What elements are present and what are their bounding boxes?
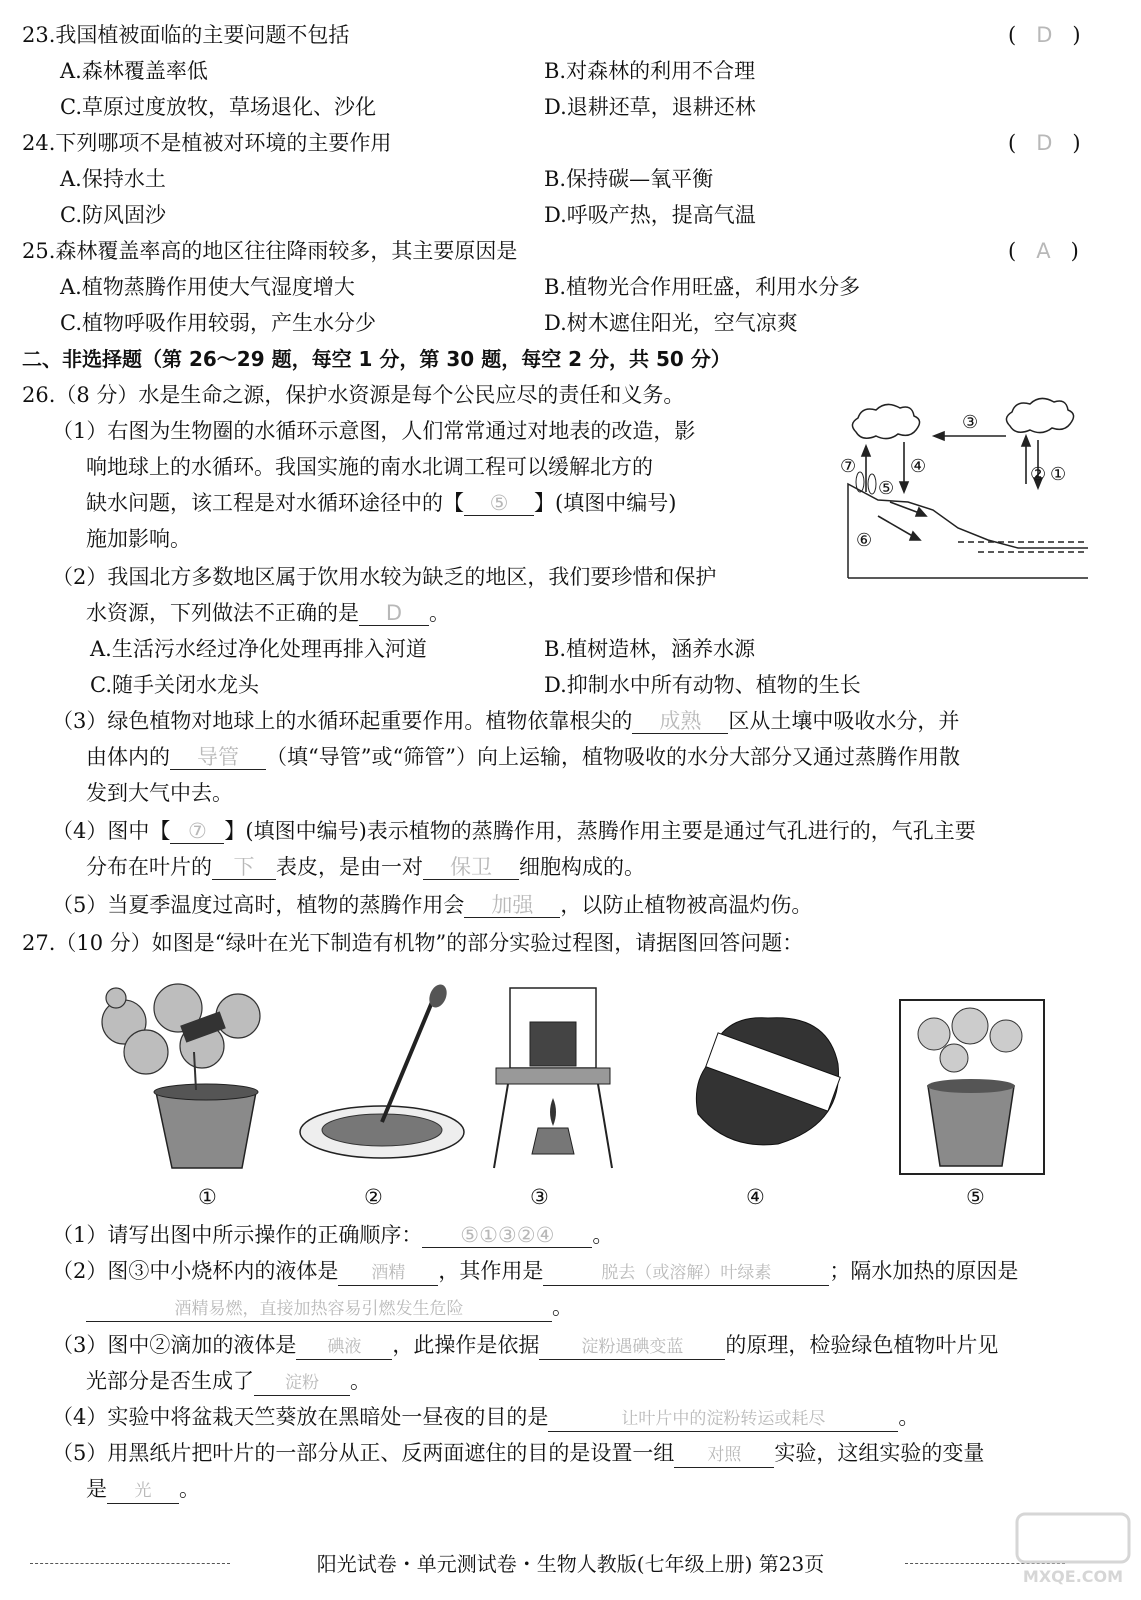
watermark	[1013, 1510, 1133, 1594]
q26-part4-line1: （4）图中【 ⑦ 】(填图中编号)表示植物的蒸腾作用，蒸腾作用主要是通过气孔进行的，气孔主要	[52, 819, 976, 843]
q27-part3-answer3: 淀粉	[254, 1371, 350, 1396]
q27-part2-line1: （2）图③中小烧杯内的液体是 酒精 ，其作用是 脱去（或溶解）叶绿素 ；隔水加热的原因是	[52, 1256, 1018, 1286]
q27-part4: （4）实验中将盆栽天竺葵放在黑暗处一昼夜的目的是 让叶片中的淀粉转运或耗尽 。	[52, 1402, 919, 1432]
q26-part1-line4: 施加影响。	[86, 527, 191, 551]
q24-option-c: C.防风固沙	[60, 203, 166, 227]
fig26-label-5: ⑤	[878, 478, 895, 499]
q24-answer: D	[1036, 131, 1053, 155]
fig26-label-2: ②	[1030, 464, 1047, 485]
q26-part2-line1: （2）我国北方多数地区属于饮用水较为缺乏的地区，我们要珍惜和保护	[52, 565, 717, 589]
q27-figure-3-beaker	[478, 978, 628, 1174]
fig26-label-1: ①	[1050, 464, 1067, 485]
q26-part4-answer2: 下	[212, 855, 276, 880]
q26-part1-line3: 缺水问题，该工程是对水循环途径中的【 ⑤ 】(填图中编号)	[86, 491, 677, 515]
q27-part1-answer: ⑤①③②④	[422, 1223, 592, 1248]
q25-option-d: D.树木遮住阳光，空气凉爽	[544, 311, 798, 335]
page-footer: 阳光试卷・单元测试卷・生物人教版(七年级上册) 第23页	[316, 1552, 825, 1576]
q26-part4-line2: 分布在叶片的 下 表皮，是由一对 保卫 细胞构成的。	[86, 855, 645, 879]
q27-part4-answer: 让叶片中的淀粉转运或耗尽	[548, 1407, 898, 1432]
q25-option-a: A.植物蒸腾作用使大气湿度增大	[60, 275, 355, 299]
q27-part2-answer1: 酒精	[338, 1261, 438, 1286]
q26-part5-line1: （5）当夏季温度过高时，植物的蒸腾作用会 加强 ，以防止植物被高温灼伤。	[52, 893, 813, 917]
q27-part2-answer2: 脱去（或溶解）叶绿素	[543, 1261, 829, 1286]
q27-figure-4-leaf	[688, 1004, 848, 1154]
q27-figure-label-3: ③	[530, 1185, 549, 1209]
section-heading: 二、非选择题（第 26～29 题，每空 1 分，第 30 题，每空 2 分，共 50 分）	[22, 347, 731, 371]
q26-option-c: C.随手关闭水龙头	[90, 673, 259, 697]
q26-part2-line2: 水资源，下列做法不正确的是 D 。	[86, 601, 450, 625]
q26-part3-line3: 发到大气中去。	[86, 781, 233, 805]
q27-figure-label-2: ②	[364, 1185, 383, 1209]
q26-part4-answer1: ⑦	[170, 819, 224, 844]
q24-answer-paren: ( D )	[1008, 131, 1081, 155]
q26-part3-answer1: 成熟	[632, 709, 728, 734]
cloud-right-icon	[1006, 398, 1073, 432]
q27-part5-line2: 是 光 。	[86, 1474, 200, 1504]
q23-option-a: A.森林覆盖率低	[60, 59, 208, 83]
q25-answer: A	[1036, 239, 1051, 263]
fig26-label-4: ④	[910, 456, 927, 477]
q27-figure-5-plant-box	[898, 998, 1048, 1176]
q23-option-d: D.退耕还草，退耕还林	[544, 95, 756, 119]
q25-stem: 25.森林覆盖率高的地区往往降雨较多，其主要原因是	[22, 239, 518, 263]
q24-option-b: B.保持碳—氧平衡	[544, 167, 714, 191]
q27-part2-answer3: 酒精易燃，直接加热容易引燃发生危险	[86, 1297, 552, 1322]
fig26-label-7: ⑦	[840, 456, 857, 477]
q26-stem: 26.（8 分）水是生命之源，保护水资源是每个公民应尽的责任和义务。	[22, 383, 685, 407]
q25-answer-paren: ( A )	[1008, 239, 1079, 263]
q26-option-d: D.抑制水中所有动物、植物的生长	[544, 673, 861, 697]
q26-part2-answer: D	[359, 601, 429, 626]
q26-part1-line2: 响地球上的水循环。我国实施的南水北调工程可以缓解北方的	[86, 455, 653, 479]
q26-part3-line2: 由体内的 导管 （填“导管”或“筛管”）向上运输，植物吸收的水分大部分又通过蒸腾作用散	[86, 745, 960, 769]
q27-part2-line2: 酒精易燃，直接加热容易引燃发生危险 。	[86, 1292, 573, 1322]
q26-part1-answer: ⑤	[464, 491, 534, 516]
q27-part3-line1: （3）图中②滴加的液体是 碘液 ，此操作是依据 淀粉遇碘变蓝 的原理，检验绿色植物叶片见	[52, 1330, 998, 1360]
q23-stem: 23.我国植被面临的主要问题不包括	[22, 23, 350, 47]
fig26-label-3: ③	[962, 412, 979, 433]
q23-option-b: B.对森林的利用不合理	[544, 59, 756, 83]
q27-part3-line2: 光部分是否生成了 淀粉 。	[86, 1366, 371, 1396]
q24-option-a: A.保持水土	[60, 167, 166, 191]
q26-option-a: A.生活污水经过净化处理再排入河道	[90, 637, 427, 661]
q27-part3-answer1: 碘液	[296, 1335, 392, 1360]
q26-part5-answer: 加强	[464, 893, 560, 918]
q27-figure-2-dish	[292, 982, 472, 1174]
q27-figure-label-1: ①	[198, 1185, 217, 1209]
q27-stem: 27.（10 分）如图是“绿叶在光下制造有机物”的部分实验过程图，请据图回答问题：	[22, 931, 804, 955]
q23-answer: D	[1036, 23, 1053, 47]
q27-part5-answer2: 光	[107, 1479, 179, 1504]
q25-option-c: C.植物呼吸作用较弱，产生水分少	[60, 311, 376, 335]
q26-option-b: B.植树造林，涵养水源	[544, 637, 756, 661]
q27-part5-answer1: 对照	[674, 1443, 774, 1468]
water-cycle-diagram	[838, 392, 1093, 582]
q24-option-d: D.呼吸产热，提高气温	[544, 203, 756, 227]
q27-part3-answer2: 淀粉遇碘变蓝	[539, 1335, 725, 1360]
q24-stem: 24.下列哪项不是植被对环境的主要作用	[22, 131, 392, 155]
q23-answer-paren: ( D )	[1008, 23, 1081, 47]
q27-figure-label-5: ⑤	[966, 1185, 985, 1209]
q26-part3-answer2: 导管	[170, 745, 266, 770]
q25-option-b: B.植物光合作用旺盛，利用水分多	[544, 275, 861, 299]
fig26-label-6: ⑥	[856, 530, 873, 551]
q27-part5-line1: （5）用黑纸片把叶片的一部分从正、反两面遮住的目的是设置一组 对照 实验，这组实验的变量	[52, 1438, 984, 1468]
svg-text:MXQE.COM: MXQE.COM	[1022, 1567, 1124, 1586]
q26-part1-line1: （1）右图为生物圈的水循环示意图，人们常常通过对地表的改造，影	[52, 419, 696, 443]
q27-figure-1-plant	[86, 982, 286, 1174]
cloud-left-icon	[852, 404, 919, 438]
q27-figure-label-4: ④	[746, 1185, 765, 1209]
q27-part1: （1）请写出图中所示操作的正确顺序： ⑤①③②④ 。	[52, 1223, 614, 1247]
watermark-logo-icon	[1013, 1510, 1133, 1590]
q26-part3-line1: （3）绿色植物对地球上的水循环起重要作用。植物依靠根尖的 成熟 区从土壤中吸收水分，并	[52, 709, 960, 733]
q23-option-c: C.草原过度放牧，草场退化、沙化	[60, 95, 376, 119]
q26-part4-answer3: 保卫	[423, 855, 519, 880]
